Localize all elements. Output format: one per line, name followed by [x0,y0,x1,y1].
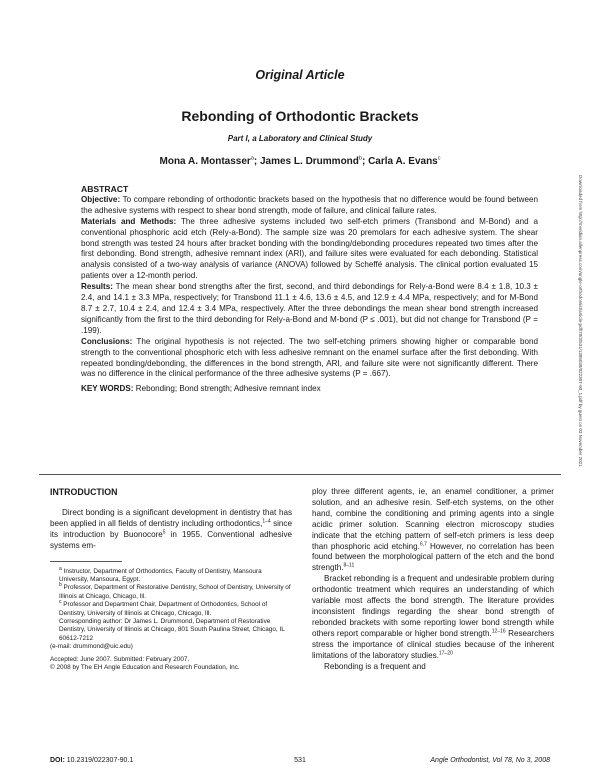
footnote-text: Professor, Department of Restorative Dentistry, School of Dentistry, University of Illinois at Chicago, Chicago, Ill. [59,584,291,600]
author-affiliation-mark: a [250,155,254,162]
intro-text: in 1955. Conventional adhesive systems em- [50,529,292,550]
intro-text: Bracket rebonding is a frequent and undesirable problem during orthodontic treatment which requires an understanding of which variable most affects the bond strength. The literature provides inconsistent findings regarding the shear bond strength of rebonded brackets with some reporting lower bond strength while others report comparable or higher bond strength. [312,574,554,638]
citation: 17–20 [438,649,453,656]
intro-paragraph [312,662,554,673]
author-separator: ; [253,156,260,167]
abstract-results-label: Results: [81,282,113,292]
abstract-conclusions [81,337,538,381]
abstract-methods [81,217,538,282]
intro-text: However, no correlation has been found between the morphological pattern of the etch and the bond strength. [312,541,554,573]
keywords-label: KEY WORDS: [81,384,134,394]
footnote-a [50,565,292,585]
footnote-text: Instructor, Department of Orthodontics, Faculty of Dentistry, Mansoura University, Mansoura, Egypt. [59,567,262,583]
footnote-divider [50,561,122,562]
citation: 5 [162,529,166,536]
abstract-objective-label: Objective: [81,194,121,204]
footnote-mark: a [59,565,62,572]
author-name: Mona A. Montasser [159,156,251,167]
article-subtitle: Part I, a Laboratory and Clinical Study [227,134,373,143]
abstract [81,184,538,395]
download-note: Downloaded from http://meridian.allenpress.com/angle-orthodontist/article-pdf/78/3/531/1385038/022307-90_1.pdf by guest on 03 November 2021 [578,175,583,467]
citation: 6,7 [419,540,427,547]
abstract-conclusions-label: Conclusions: [81,336,133,346]
footnote-mark: c [59,599,62,606]
citation: 1–4 [262,518,271,525]
copyright: © 2008 by The EH Angle Education and Research Foundation, Inc. [50,664,240,671]
intro-text: Direct bonding is a significant development in dentistry that has been applied in all fields of dentistry including orthodontics, [50,507,292,528]
footnote-c [50,601,292,618]
author-affiliation-mark: c [437,155,441,162]
abstract-methods-label: Materials and Methods: [81,216,177,226]
intro-text: Researchers stress the importance of clinical studies because of the inherent limitations of the laboratory studies. [312,628,554,660]
doi-value: 10.2319/022307-90.1 [64,757,134,764]
footnote-b [50,584,292,601]
abstract-conclusions-text: The original hypothesis is not rejected. The two self-etching primers showing higher or comparable bond strength to the conventional phosphoric etch with less adhesive remnant on the enamel surface after the first debonding. With repeated bonding/debonding, the differences in the bond strength, ARI, and failure site were not significantly different. There was no difference in the clinical performance of the three adhesive systems (P = .667). [81,336,538,379]
keywords [81,384,538,395]
doi-label: DOI: [50,757,65,764]
introduction-heading: INTRODUCTION [50,487,118,497]
citation: 12–16 [491,628,506,635]
footnote-mark: b [59,582,62,589]
accepted-date: Accepted: June 2007. Submitted: February 2007. [50,655,190,663]
author-affiliation-mark: b [358,155,362,162]
abstract-results-text: The mean shear bond strengths after the first, second, and third debondings for Rely-a-Bond were 8.4 ± 1.8, 10.3 ± 2.4, and 14.1 ± 3.3 MPa, respectively; for Transbond 11.1 ± 4.6, 13.6 ± 4.5, and 12.9 ± 4.4 MPa, respectively; and for M-Bond 8.7 ± 2.7, 10.4 ± 2.4, and 12.4 ± 3.4 MPa, respectively. After the three debondings the mean shear bond strength increased significantly from the first to the third debonding for Rely-a-Bond and M-bond (P ≤ .001), but did not change for Transbond (P = .199). [81,282,538,335]
corresponding-author: Corresponding author: Dr James L. Drummond, Department of Restorative Dentistry, University of Illinois at Chicago, 801 South Paulina Street, Chicago, IL 60612-7212 [59,617,285,642]
abstract-objective-text: To compare rebonding of orthodontic brackets based on the hypothesis that no difference would be found between the adhesive systems with respect to shear bond strength, mode of failure, and clinical failure rates. [81,194,538,215]
footnote-text: Professor and Department Chair, Department of Orthodontics, School of Dentistry, University of Illinois at Chicago, Chicago, Ill. [59,601,268,617]
intro-paragraph [50,508,292,552]
intro-paragraph [312,574,554,661]
keywords-text: Rebonding; Bond strength; Adhesive remnant index [133,384,321,394]
citation: 8–11 [343,562,355,569]
corresponding-email: (e-mail: drummond@uic.edu) [50,643,133,651]
article-title: Rebonding of Orthodontic Brackets [181,108,419,124]
abstract-objective [81,195,538,217]
author-name: James L. Drummond [259,156,359,167]
abstract-divider [39,474,561,475]
right-column [312,487,554,672]
left-column [50,487,292,672]
author-separator: ; [361,156,369,167]
abstract-heading: ABSTRACT [81,184,129,194]
footnotes [50,565,292,673]
download-watermark [573,175,585,635]
journal-citation: Angle Orthodontist, Vol 78, No 3, 2008 [430,757,550,764]
abstract-methods-text: The three adhesive systems included two self-etch primers (Transbond and M-Bond) and a conventional phosphoric acid etch (Rely-a-Bond). The sample size was 20 premolars for each adhesive system. The shear bond strength was tested 24 hours after bracket bonding with the bonding/debonding procedures repeated two times after the first debonding. Bond strength, adhesive remnant index (ARI), and failure sites were evaluated for each debonding. Statistical analysis consisted of a two-way analysis of variance (ANOVA) followed by Scheffé analysis. The clinical portion evaluated 15 patients over a 12-month period. [81,216,538,281]
abstract-results [81,282,538,337]
page-number: 531 [294,757,306,764]
section-label: Original Article [255,68,345,82]
author-name: Carla A. Evans [368,156,438,167]
intro-text: Rebonding is a frequent and [324,661,426,671]
intro-paragraph [312,487,554,574]
author-list [0,156,600,167]
intro-text: ploy three different agents, ie, an enamel conditioner, a primer solution, and an adhesive resin. Self-etch systems, on the other hand, combine the conditioning and priming agents into a single acidic primer solution. Scanning electron microscopy studies indicate that the etching pattern of self-etch primers is less deep than phosphoric acid etching. [312,487,554,551]
intro-text: since its introduction by Buonocore [50,518,292,539]
